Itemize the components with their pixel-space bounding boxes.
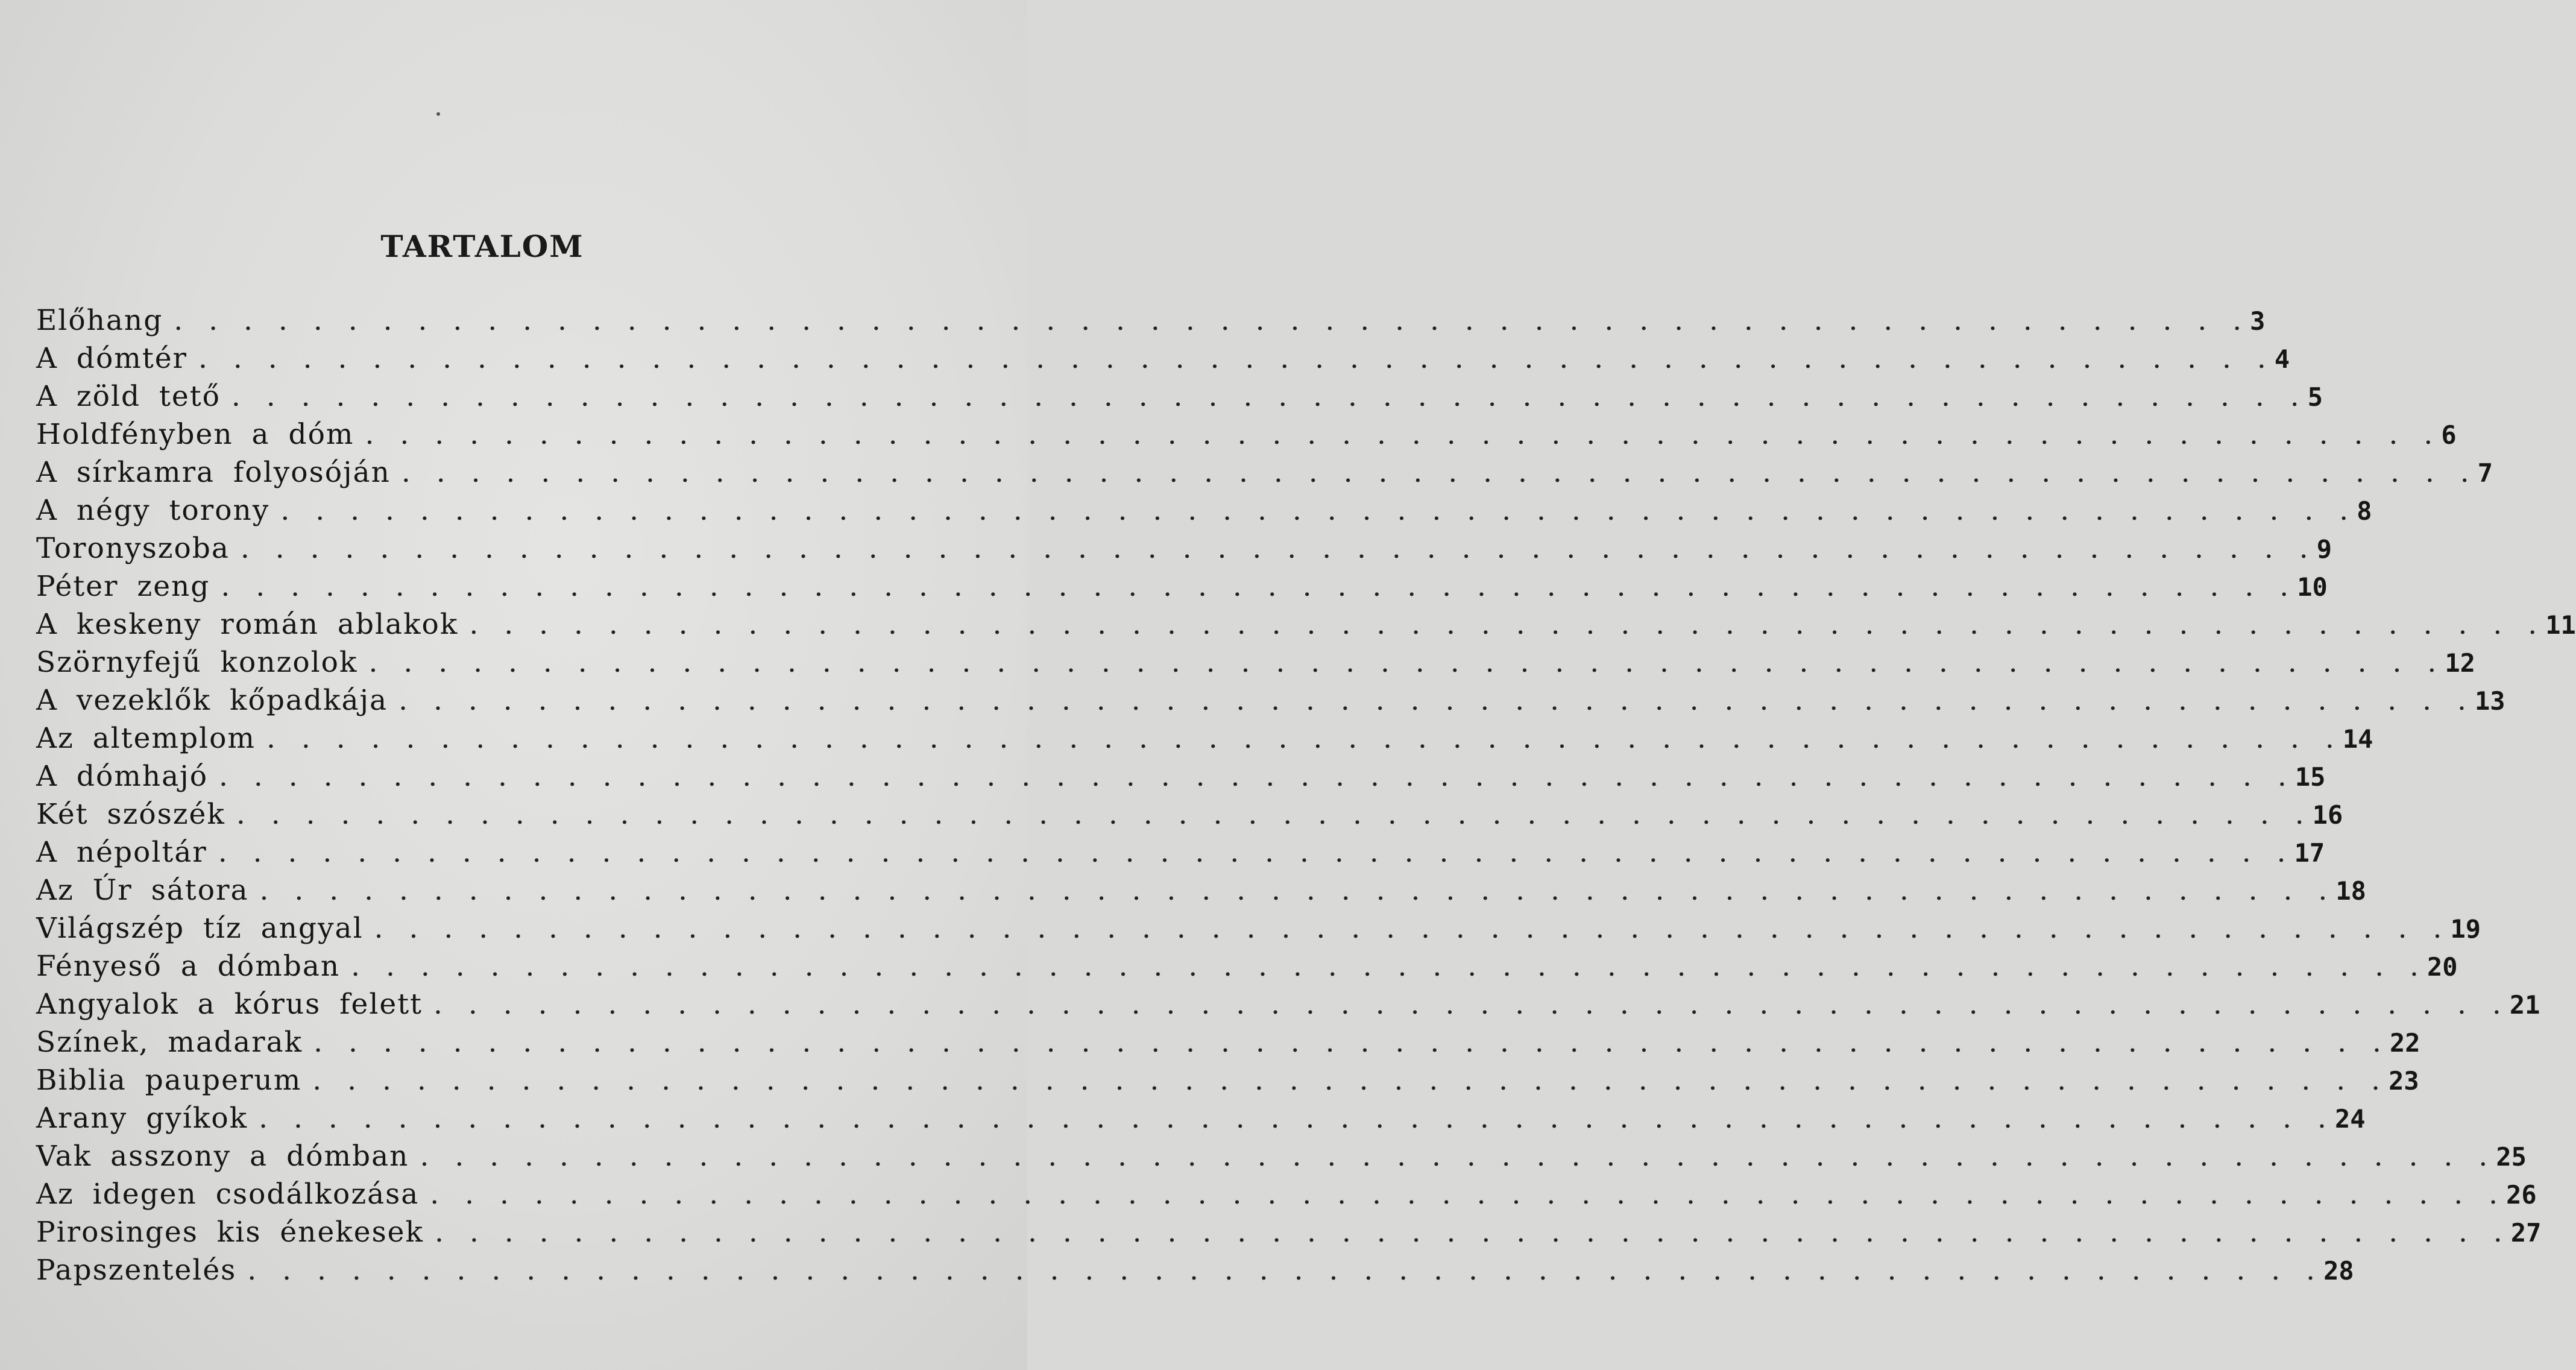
toc-entry-title: A vezeklők kőpadkája xyxy=(36,684,388,717)
toc-entry xyxy=(36,377,2323,415)
toc-entry-title: Arany gyíkok xyxy=(36,1102,248,1135)
toc-entry xyxy=(36,643,2475,681)
toc-leader-dots: . . . . . . . . . . . . . . . . . . . . . . . . . . . . . . . . . . . . . . . . . . . . . . . . . . . . . . . . . . . . xyxy=(398,684,2475,717)
toc-leader-dots: . . . . . . . . . . . . . . . . . . . . . . . . . . . . . . . . . . . . . . . . . . . . . . . . . . . . . . . . . . . . xyxy=(469,608,2546,641)
toc-entry-page-number: 25 xyxy=(2496,1142,2527,1172)
toc-entry-title: Szörnyfejű konzolok xyxy=(36,646,358,679)
toc-entry-page-number: 19 xyxy=(2450,914,2481,944)
toc-leader-dots: . . . . . . . . . . . . . . . . . . . . . . . . . . . . . . . . . . . . . . . . . . . . . . . . . . . . . . . . . . . . xyxy=(259,874,2336,907)
toc-entry-title: A keskeny román ablakok xyxy=(36,608,459,641)
toc-entry-title: Toronyszoba xyxy=(36,532,230,565)
toc-entry-page-number: 27 xyxy=(2510,1218,2542,1248)
toc-entry xyxy=(36,947,2458,985)
toc-entry-title: Előhang xyxy=(36,304,163,337)
toc-entry-page-number: 22 xyxy=(2389,1028,2420,1058)
toc-leader-dots: . . . . . . . . . . . . . . . . . . . . . . . . . . . . . . . . . . . . . . . . . . . . . . . . . . . . . . . . . . . . xyxy=(368,646,2445,679)
toc-entry xyxy=(36,1213,2542,1251)
toc-entry-title: Az Úr sátora xyxy=(36,874,249,907)
toc-leader-dots: . . . . . . . . . . . . . . . . . . . . . . . . . . . . . . . . . . . . . . . . . . . . . . . . . . . . . . . . . . . . xyxy=(259,1102,2335,1135)
toc-leader-dots: . . . . . . . . . . . . . . . . . . . . . . . . . . . . . . . . . . . . . . . . . . . . . . . . . . . . . . . . . . . . xyxy=(430,1178,2507,1211)
toc-leader-dots: . . . . . . . . . . . . . . . . . . . . . . . . . . . . . . . . . . . . . . . . . . . . . . . . . . . . . . . . . . . . xyxy=(221,570,2297,603)
toc-entry xyxy=(36,1023,2420,1061)
toc-entry-page-number: 21 xyxy=(2509,990,2540,1020)
toc-entry xyxy=(36,719,2373,757)
toc-entry-title: Angyalok a kórus felett xyxy=(36,988,423,1021)
toc-leader-dots: . . . . . . . . . . . . . . . . . . . . . . . . . . . . . . . . . . . . . . . . . . . . . . . . . . . . . . . . . . . . xyxy=(365,418,2442,451)
toc-entry-page-number: 5 xyxy=(2307,382,2323,412)
toc-entry-page-number: 7 xyxy=(2477,458,2493,488)
toc-entry-page-number: 10 xyxy=(2297,572,2328,602)
toc-entry xyxy=(36,567,2328,605)
toc-entry-title: A dómtér xyxy=(36,342,188,375)
toc-entry-page-number: 3 xyxy=(2250,306,2266,336)
toc-entry xyxy=(36,871,2366,909)
toc-leader-dots: . . . . . . . . . . . . . . . . . . . . . . . . . . . . . . . . . . . . . . . . . . . . . . . . . . . . . . . . . . . . xyxy=(280,494,2357,527)
toc-entry-page-number: 23 xyxy=(2389,1066,2419,1096)
toc-entry xyxy=(36,1175,2537,1213)
toc-entry xyxy=(36,1099,2366,1137)
toc-entry xyxy=(36,605,2576,643)
toc-leader-dots: . . . . . . . . . . . . . . . . . . . . . . . . . . . . . . . . . . . . . . . . . . . . . . . . . . . . . . . . . . . . xyxy=(247,1254,2324,1287)
toc-leader-dots: . . . . . . . . . . . . . . . . . . . . . . . . . . . . . . . . . . . . . . . . . . . . . . . . . . . . . . . . . . . . xyxy=(351,950,2427,983)
toc-entry-page-number: 15 xyxy=(2294,762,2326,792)
toc-entry-title: Pirosinges kis énekesek xyxy=(36,1216,424,1249)
toc-entry-page-number: 12 xyxy=(2445,648,2475,678)
toc-entry-page-number: 18 xyxy=(2335,876,2366,906)
toc-entry xyxy=(36,491,2372,529)
toc-entry xyxy=(36,833,2325,871)
toc-entry xyxy=(36,1251,2354,1289)
toc-entry-page-number: 4 xyxy=(2274,344,2290,374)
toc-entry-title: A dómhajó xyxy=(36,760,208,793)
toc-entry-title: Két szószék xyxy=(36,798,225,831)
toc-entry-page-number: 11 xyxy=(2545,610,2576,640)
toc-entry-page-number: 24 xyxy=(2334,1104,2366,1134)
toc-entry xyxy=(36,1061,2419,1099)
toc-entry xyxy=(36,985,2540,1023)
toc-leader-dots: . . . . . . . . . . . . . . . . . . . . . . . . . . . . . . . . . . . . . . . . . . . . . . . . . . . . . . . . . . . . xyxy=(312,1064,2389,1097)
toc-entry-page-number: 28 xyxy=(2323,1256,2354,1286)
toc-leader-dots: . . . . . . . . . . . . . . . . . . . . . . . . . . . . . . . . . . . . . . . . . . . . . . . . . . . . . . . . . . . . xyxy=(401,456,2478,489)
toc-leader-dots: . . . . . . . . . . . . . . . . . . . . . . . . . . . . . . . . . . . . . . . . . . . . . . . . . . . . . . . . . . . . xyxy=(266,722,2343,755)
toc-leader-dots: . . . . . . . . . . . . . . . . . . . . . . . . . . . . . . . . . . . . . . . . . . . . . . . . . . . . . . . . . . . . xyxy=(240,532,2317,565)
toc-entry xyxy=(36,757,2326,795)
toc-entry-title: Holdfényben a dóm xyxy=(36,418,354,451)
toc-leader-dots: . . . . . . . . . . . . . . . . . . . . . . . . . . . . . . . . . . . . . . . . . . . . . . . . . . . . . . . . . . . . xyxy=(313,1026,2390,1059)
toc-entry-page-number: 6 xyxy=(2441,420,2457,450)
toc-entry xyxy=(36,1137,2527,1175)
toc-entry xyxy=(36,453,2493,491)
toc-entry-page-number: 8 xyxy=(2357,496,2372,526)
toc-entry-title: Világszép tíz angyal xyxy=(36,912,364,945)
toc-entry-title: Fényeső a dómban xyxy=(36,950,341,983)
toc-entry-page-number: 13 xyxy=(2474,686,2505,716)
table-of-contents xyxy=(36,301,2576,1289)
toc-entry-page-number: 17 xyxy=(2294,838,2325,868)
toc-leader-dots: . . . . . . . . . . . . . . . . . . . . . . . . . . . . . . . . . . . . . . . . . . . . . . . . . . . . . . . . . . . . xyxy=(218,836,2294,869)
toc-entry-title: Biblia pauperum xyxy=(36,1064,302,1097)
toc-entry-page-number: 14 xyxy=(2342,724,2373,754)
toc-entry-title: A sírkamra folyosóján xyxy=(36,456,391,489)
toc-leader-dots: . . . . . . . . . . . . . . . . . . . . . . . . . . . . . . . . . . . . . . . . . . . . . . . . . . . . . . . . . . . . xyxy=(374,912,2451,945)
toc-entry-title: Az idegen csodálkozása xyxy=(36,1178,420,1211)
toc-entry xyxy=(36,339,2290,377)
toc-leader-dots: . . . . . . . . . . . . . . . . . . . . . . . . . . . . . . . . . . . . . . . . . . . . . . . . . . . . . . . . . . . . xyxy=(236,798,2313,831)
toc-entry-title: Az altemplom xyxy=(36,722,256,755)
toc-entry-title: Péter zeng xyxy=(36,570,210,603)
page-title: TARTALOM xyxy=(380,228,584,264)
toc-entry xyxy=(36,529,2332,567)
toc-entry-page-number: 26 xyxy=(2506,1180,2537,1210)
toc-entry-title: Papszentelés xyxy=(36,1254,237,1287)
toc-entry-title: A népoltár xyxy=(36,836,207,869)
toc-entry xyxy=(36,415,2457,453)
toc-leader-dots: . . . . . . . . . . . . . . . . . . . . . . . . . . . . . . . . . . . . . . . . . . . . . . . . . . . . . . . . . . . . xyxy=(174,304,2250,337)
toc-entry-page-number: 9 xyxy=(2316,534,2332,564)
toc-leader-dots: . . . . . . . . . . . . . . . . . . . . . . . . . . . . . . . . . . . . . . . . . . . . . . . . . . . . . . . . . . . . xyxy=(420,1140,2496,1173)
toc-entry-page-number: 16 xyxy=(2312,800,2343,830)
toc-entry-title: Vak asszony a dómban xyxy=(36,1140,409,1173)
toc-leader-dots: . . . . . . . . . . . . . . . . . . . . . . . . . . . . . . . . . . . . . . . . . . . . . . . . . . . . . . . . . . . . xyxy=(434,1216,2511,1249)
toc-leader-dots: . . . . . . . . . . . . . . . . . . . . . . . . . . . . . . . . . . . . . . . . . . . . . . . . . . . . . . . . . . . . xyxy=(433,988,2510,1021)
toc-entry xyxy=(36,681,2505,719)
toc-entry xyxy=(36,301,2266,339)
toc-entry-page-number: 20 xyxy=(2427,952,2458,982)
toc-entry-title: A zöld tető xyxy=(36,380,221,413)
ink-speck xyxy=(436,112,440,116)
toc-entry xyxy=(36,909,2481,947)
toc-entry xyxy=(36,795,2343,833)
toc-entry-title: Színek, madarak xyxy=(36,1026,303,1059)
toc-leader-dots: . . . . . . . . . . . . . . . . . . . . . . . . . . . . . . . . . . . . . . . . . . . . . . . . . . . . . . . . . . . . xyxy=(198,342,2275,375)
toc-leader-dots: . . . . . . . . . . . . . . . . . . . . . . . . . . . . . . . . . . . . . . . . . . . . . . . . . . . . . . . . . . . . xyxy=(219,760,2295,793)
toc-entry-title: A négy torony xyxy=(36,494,270,527)
toc-leader-dots: . . . . . . . . . . . . . . . . . . . . . . . . . . . . . . . . . . . . . . . . . . . . . . . . . . . . . . . . . . . . xyxy=(231,380,2308,413)
